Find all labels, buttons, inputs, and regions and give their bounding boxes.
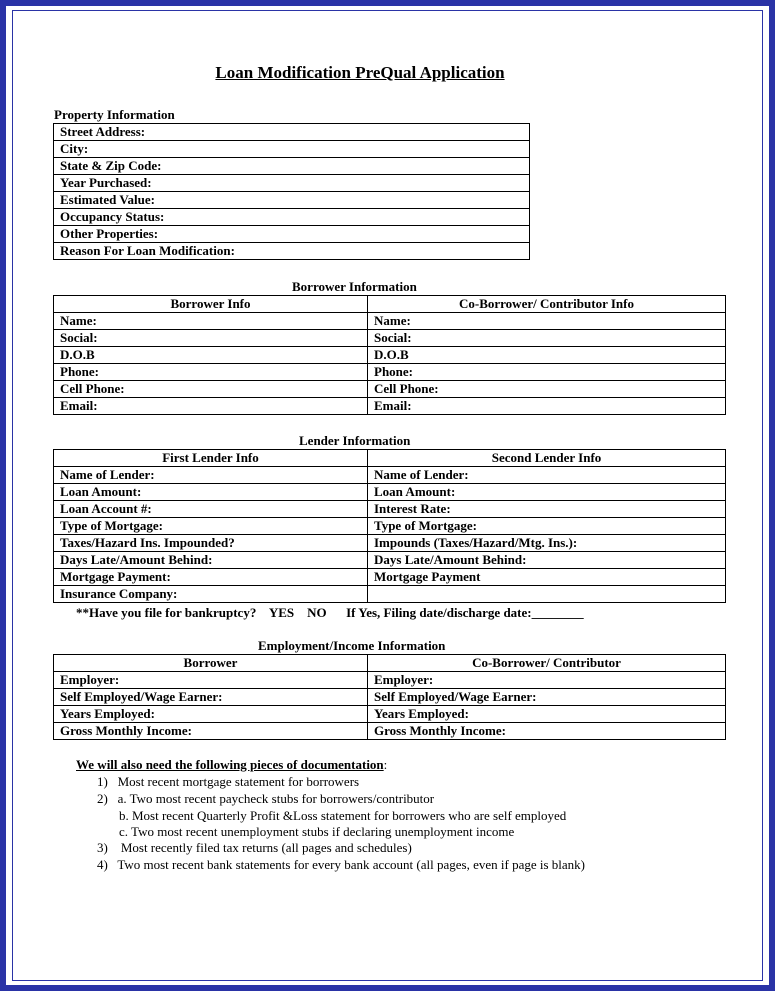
property-heading: Property Information	[54, 107, 175, 122]
borrower-employer-field[interactable]: Employer:	[54, 672, 368, 689]
occupancy-status-field[interactable]: Occupancy Status:	[54, 209, 530, 226]
list-item: 1) Most recent mortgage statement for borrowers	[97, 774, 360, 789]
coborrower-self-employed-field[interactable]: Self Employed/Wage Earner:	[368, 689, 726, 706]
borrower-info-header: Borrower Info	[54, 296, 368, 313]
table-row	[54, 381, 726, 398]
borrower-phone-field[interactable]: Phone:	[54, 364, 368, 381]
table-row	[54, 192, 530, 209]
employment-heading: Employment/Income Information	[258, 638, 446, 653]
list-item: c. Two most recent unemployment stubs if declaring unemployment income	[119, 824, 515, 839]
insurance-company-field[interactable]: Insurance Company:	[54, 586, 368, 603]
borrower-years-employed-field[interactable]: Years Employed:	[54, 706, 368, 723]
documentation-title	[76, 757, 387, 773]
borrower-social-field[interactable]: Social:	[54, 330, 368, 347]
table-row	[54, 484, 726, 501]
year-purchased-field[interactable]: Year Purchased:	[54, 175, 530, 192]
state-zip-field[interactable]: State & Zip Code:	[54, 158, 530, 175]
table-row	[54, 723, 726, 740]
employment-borrower-header: Borrower	[54, 655, 368, 672]
coborrower-email-field[interactable]: Email:	[368, 398, 726, 415]
empty-cell	[368, 586, 726, 603]
table-row	[54, 535, 726, 552]
table-row	[54, 586, 726, 603]
table-row	[54, 158, 530, 175]
table-header-row	[54, 296, 726, 313]
second-lender-header: Second Lender Info	[368, 450, 726, 467]
bankruptcy-question: **Have you file for bankruptcy? YES NO If Yes, Filing date/discharge date:________	[76, 605, 584, 620]
lender1-account-field[interactable]: Loan Account #:	[54, 501, 368, 518]
table-row	[54, 706, 726, 723]
table-row	[54, 124, 530, 141]
borrower-cell-field[interactable]: Cell Phone:	[54, 381, 368, 398]
coborrower-info-header: Co-Borrower/ Contributor Info	[368, 296, 726, 313]
street-address-field[interactable]: Street Address:	[54, 124, 530, 141]
table-row	[54, 467, 726, 484]
documentation-title-text: We will also need the following pieces of documentation	[76, 757, 384, 772]
lender2-interest-rate-field[interactable]: Interest Rate:	[368, 501, 726, 518]
borrower-self-employed-field[interactable]: Self Employed/Wage Earner:	[54, 689, 368, 706]
documentation-title-colon: :	[383, 757, 388, 772]
table-row	[54, 518, 726, 535]
borrower-email-field[interactable]: Email:	[54, 398, 368, 415]
list-item: 3) Most recently filed tax returns (all pages and schedules)	[97, 840, 412, 855]
borrower-dob-field[interactable]: D.O.B	[54, 347, 368, 364]
coborrower-phone-field[interactable]: Phone:	[368, 364, 726, 381]
lender1-impounded-field[interactable]: Taxes/Hazard Ins. Impounded?	[54, 535, 368, 552]
table-row	[54, 398, 726, 415]
table-row	[54, 569, 726, 586]
table-row	[54, 330, 726, 347]
lender1-payment-field[interactable]: Mortgage Payment:	[54, 569, 368, 586]
table-row	[54, 347, 726, 364]
table-row	[54, 209, 530, 226]
coborrower-name-field[interactable]: Name:	[368, 313, 726, 330]
borrower-gross-income-field[interactable]: Gross Monthly Income:	[54, 723, 368, 740]
form-title: Loan Modification PreQual Application	[215, 63, 505, 82]
lender1-name-field[interactable]: Name of Lender:	[54, 467, 368, 484]
lender2-payment-field[interactable]: Mortgage Payment	[368, 569, 726, 586]
lender2-name-field[interactable]: Name of Lender:	[368, 467, 726, 484]
coborrower-employer-field[interactable]: Employer:	[368, 672, 726, 689]
lender-table	[53, 449, 726, 603]
list-item: 2) a. Two most recent paycheck stubs for borrowers/contributor	[97, 791, 435, 806]
lender1-days-late-field[interactable]: Days Late/Amount Behind:	[54, 552, 368, 569]
table-row	[54, 243, 530, 260]
property-table	[53, 123, 530, 260]
other-properties-field[interactable]: Other Properties:	[54, 226, 530, 243]
table-header-row	[54, 655, 726, 672]
lender1-loan-amount-field[interactable]: Loan Amount:	[54, 484, 368, 501]
coborrower-cell-field[interactable]: Cell Phone:	[368, 381, 726, 398]
list-item: 4) Two most recent bank statements for every bank account (all pages, even if page is blank)	[97, 857, 585, 872]
table-header-row	[54, 450, 726, 467]
lender2-days-late-field[interactable]: Days Late/Amount Behind:	[368, 552, 726, 569]
first-lender-header: First Lender Info	[54, 450, 368, 467]
table-row	[54, 501, 726, 518]
lender-heading: Lender Information	[299, 433, 411, 448]
coborrower-social-field[interactable]: Social:	[368, 330, 726, 347]
table-row	[54, 226, 530, 243]
borrower-table	[53, 295, 726, 415]
estimated-value-field[interactable]: Estimated Value:	[54, 192, 530, 209]
table-row	[54, 672, 726, 689]
list-item: b. Most recent Quarterly Profit &Loss statement for borrowers who are self employed	[119, 808, 567, 823]
table-row	[54, 313, 726, 330]
employment-table	[53, 654, 726, 740]
reason-field[interactable]: Reason For Loan Modification:	[54, 243, 530, 260]
table-row	[54, 141, 530, 158]
table-row	[54, 689, 726, 706]
coborrower-dob-field[interactable]: D.O.B	[368, 347, 726, 364]
coborrower-years-employed-field[interactable]: Years Employed:	[368, 706, 726, 723]
lender2-mortgage-type-field[interactable]: Type of Mortgage:	[368, 518, 726, 535]
borrower-name-field[interactable]: Name:	[54, 313, 368, 330]
lender2-impounds-field[interactable]: Impounds (Taxes/Hazard/Mtg. Ins.):	[368, 535, 726, 552]
lender1-mortgage-type-field[interactable]: Type of Mortgage:	[54, 518, 368, 535]
lender2-loan-amount-field[interactable]: Loan Amount:	[368, 484, 726, 501]
table-row	[54, 552, 726, 569]
table-row	[54, 364, 726, 381]
employment-coborrower-header: Co-Borrower/ Contributor	[368, 655, 726, 672]
borrower-heading: Borrower Information	[292, 279, 417, 294]
coborrower-gross-income-field[interactable]: Gross Monthly Income:	[368, 723, 726, 740]
city-field[interactable]: City:	[54, 141, 530, 158]
table-row	[54, 175, 530, 192]
